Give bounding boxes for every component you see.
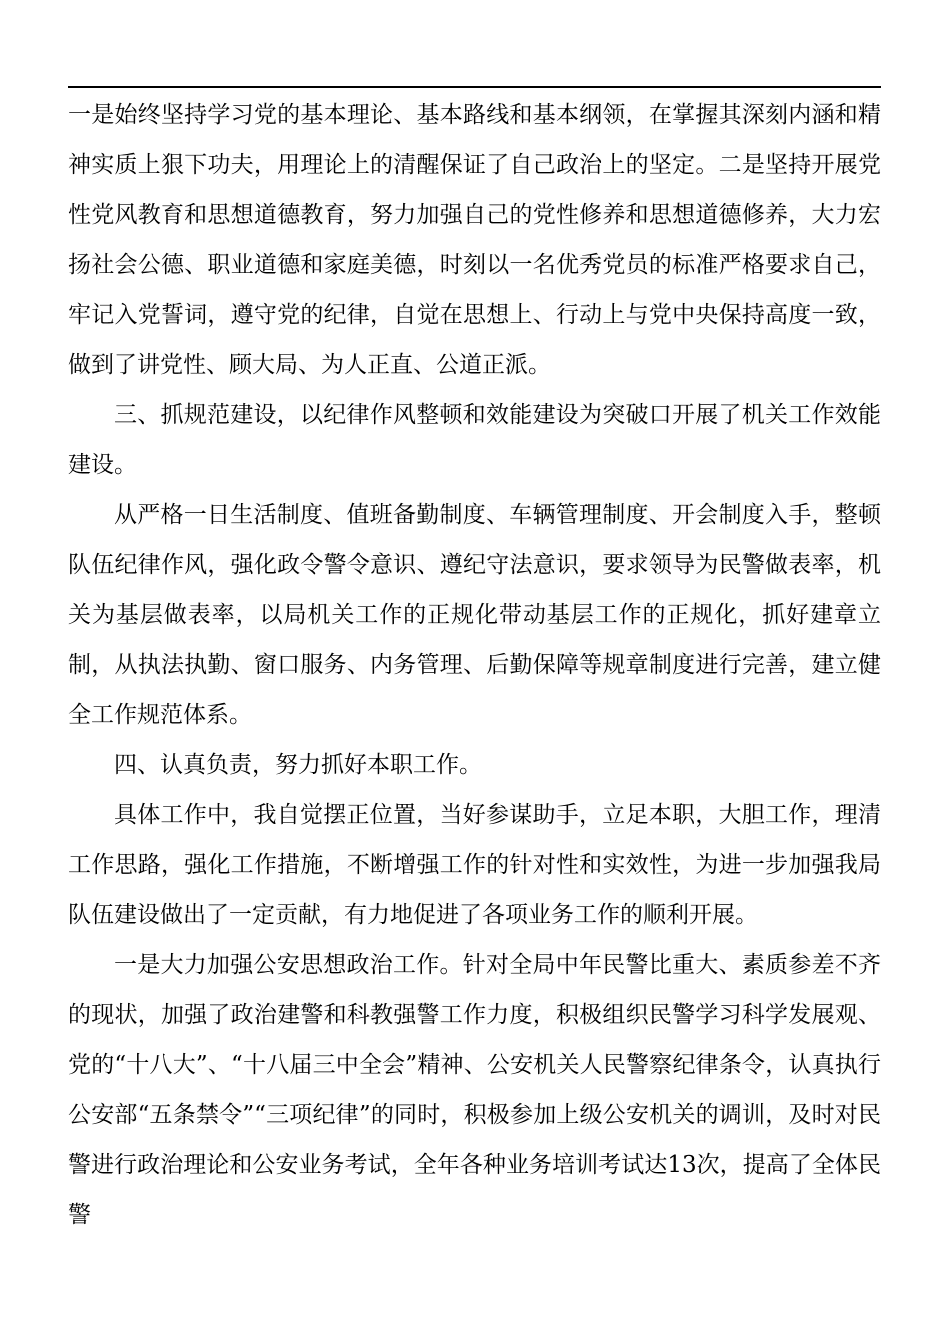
- section-heading-responsibility: 四、认真负责，努力抓好本职工作。: [114, 752, 482, 778]
- paragraph-discipline-rules: 从严格一日生活制度、值班备勤制度、车辆管理制度、开会制度入手，整顿队伍纪律作风，强化政令警令意识、遵纪守法意识，要求领导为民警做表率，机关为基层做表率，以局机关工作的正规化带动基层工作的正规化，抓好建章立制，从执法执勤、窗口服务、内务管理、后勤保障等规章制度进行完善，建立健全工作规范体系。: [68, 502, 881, 728]
- section-heading-standardization: 三、抓规范建设，以纪律作风整顿和效能建设为突破口开展了机关工作效能建设。: [68, 402, 881, 478]
- paragraph-party-theory: 一是始终坚持学习党的基本理论、基本路线和基本纲领，在掌握其深刻内涵和精神实质上狠下功夫，用理论上的清醒保证了自己政治上的坚定。二是坚持开展党性党风教育和思想道德教育，努力加强自己的党性修养和思想道德修养，大力宏扬社会公德、职业道德和家庭美德，时刻以一名优秀党员的标准严格要求自己，牢记入党誓词，遵守党的纪律，自觉在思想上、行动上与党中央保持高度一致，做到了讲党性、顾大局、为人正直、公道正派。: [68, 102, 881, 378]
- header-rule: [68, 86, 881, 88]
- paragraph-political-work: 一是大力加强公安思想政治工作。针对全局中年民警比重大、素质参差不齐的现状，加强了政治建警和科教强警工作力度，积极组织民警学习科学发展观、党的“十八大”、“十八届三中全会”精神、公安机关人民警察纪律条令，认真执行公安部“五条禁令”“三项纪律”的同时，积极参加上级公安机关的调训，及时对民警进行政治理论和公安业务考试，全年各种业务培训考试达13次，提高了全体民警: [68, 952, 881, 1228]
- document-body: [68, 90, 881, 1240]
- paragraph-daily-work: 具体工作中，我自觉摆正位置，当好参谋助手，立足本职，大胆工作，理清工作思路，强化工作措施，不断增强工作的针对性和实效性，为进一步加强我局队伍建设做出了一定贡献，有力地促进了各项业务工作的顺利开展。: [68, 802, 881, 928]
